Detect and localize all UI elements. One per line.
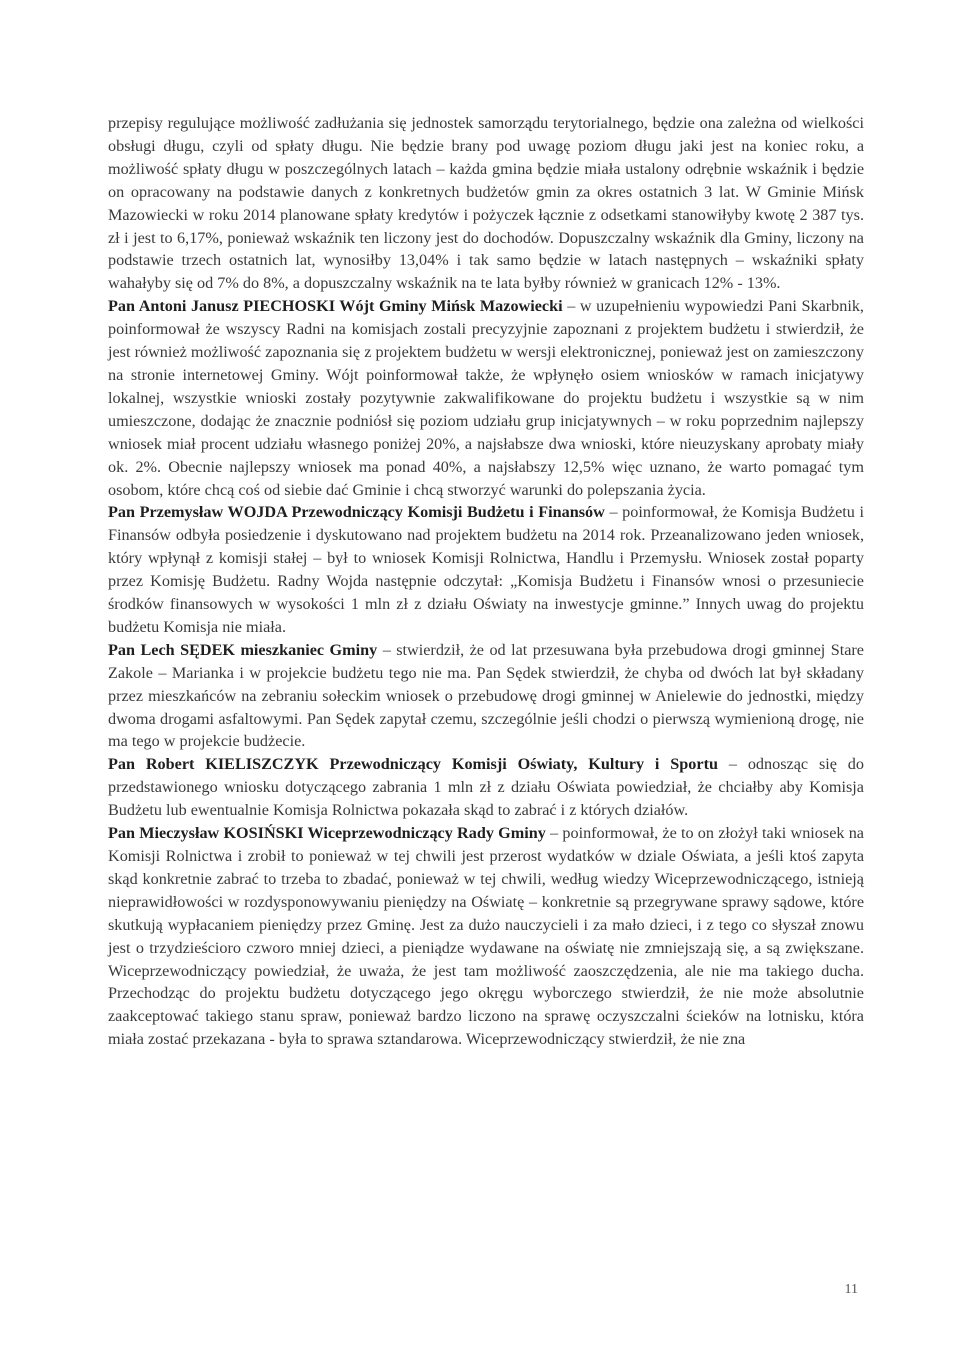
paragraph-text: przepisy regulujące możliwość zadłużania się jednostek samorządu terytorialnego, będzie ona zależna od wielkości obsługi długu, czyli od spłaty długu. Nie będzie brany pod uwagę poziom długu jaki jest na koniec roku, a możliwość spłaty długu w poszczególnych latach – każda gmina będzie miała ustalony odrębnie wskaźnik i będzie on opracowany na podstawie danych z konkretnych budżetów gmin za okres ostatnich 3 lat. W Gminie Mińsk Mazowiecki w roku 2014 planowane spłaty kredytów i pożyczek łącznie z odsetkami stanowiłyby kwotę 2 387 tys. zł i jest to 6,17%, ponieważ wskaźnik ten liczony jest do dochodów. Dopuszczalny wskaźnik dla Gminy, liczony na podstawie trzech ostatnich lat, wynosiłby 13,04% i tak samo będzie w latach następnych – wskaźniki spłaty wahałyby się od 7% do 8%, a dopuszczalny wskaźnik na te lata byłby również w granicach 12% - 13%. [108, 114, 864, 293]
paragraph-text: – stwierdził, że od lat przesuwana była przebudowa drogi gminnej Stare Zakole – Marianka i w projekcie budżetu tego nie ma. Pan Sędek stwierdził, że chyba od dwóch lat był składany przez mieszkańców na zebraniu sołeckim wniosek o przebudowę drogi gminnej w Anielewie do jednostki, między dwoma drogami asfaltowymi. Pan Sędek zapytał czemu, szczególnie jeśli chodzi o pierwszą wymienioną drogę, nie ma tego w projekcie budżecie. [108, 640, 864, 751]
paragraph-text: – odnosząc się do przedstawionego wniosku dotyczącego zabrania 1 mln zł z działu Oświata powiedział, że chciałby aby Komisja Budżetu lub ewentualnie Komisja Rolnictwa pokazała skąd to zabrać i z których działów. [108, 755, 864, 820]
paragraph-text: – poinformował, że Komisja Budżetu i Finansów odbyła posiedzenie i dyskutowano nad projektem budżetu na 2014 rok. Przeanalizowano jeden wniosek, który wpłynął z komisji stałej – był to wniosek Komisji Rolnictwa, Handlu i Przemysłu. Wniosek został poparty przez Komisję Budżetu. Radny Wojda następnie odczytał: „Komisja Budżetu i Finansów wnosi o przesuniecie środków finansowych w wysokości 1 mln zł z działu Oświaty na inwestycje gminne.” Innych uwag do projektu budżetu Komisja nie miała. [108, 503, 864, 636]
paragraph-sedek [108, 639, 864, 754]
paragraph-intro [108, 112, 864, 295]
speaker-name: Pan Przemysław WOJDA Przewodniczący Komisji Budżetu i Finansów [108, 503, 605, 522]
paragraph-wojda [108, 501, 864, 638]
speaker-name: Pan Antoni Janusz PIECHOSKI Wójt Gminy Mińsk Mazowiecki [108, 297, 563, 316]
paragraph-kosinski [108, 822, 864, 1051]
paragraph-kieliszczyk [108, 753, 864, 822]
speaker-name: Pan Robert KIELISZCZYK Przewodniczący Komisji Oświaty, Kultury i Sportu [108, 755, 718, 774]
document-body [108, 112, 864, 1051]
page-number: 11 [844, 1282, 858, 1297]
paragraph-text: – w uzupełnieniu wypowiedzi Pani Skarbnik, poinformował że wszyscy Radni na komisjach zostali precyzyjnie zapoznani z projektem budżetu i stwierdził, że jest również możliwość zapoznania się z projektem budżetu w wersji elektronicznej, ponieważ jest on zamieszczony na stronie internetowej Gminy. Wójt poinformował także, że wpłynęło osiem wniosków w ramach inicjatywy lokalnej, wszystkie wnioski zostały pozytywnie zakwalifikowane do projektu budżetu i wszystkie są w nim umieszczone, dodając że znacznie podniósł się poziom udziału grup inicjatywnych – w roku poprzednim najlepszy wniosek miał procent udziału własnego poniżej 20%, a najsłabsze dwa wnioski, które nieuzyskany aprobaty miały ok. 2%. Obecnie najlepszy wniosek ma ponad 40%, a najsłabszy 12,5% więc uznano, że warto pomagać tym osobom, które chcą coś od siebie dać Gminie i chcą stworzyć warunki do polepszania życia. [108, 297, 864, 499]
paragraph-text: – poinformował, że to on złożył taki wniosek na Komisji Rolnictwa i zrobił to ponieważ w tej chwili jest przerost wydatków w dziale Oświata, a jeśli ktoś zapyta skąd konkretnie zabrać to trzeba to zbadać, ponieważ w tej chwili, według wiedzy Wiceprzewodniczącego, istnieją nieprawidłowości w rozdysponowywaniu pieniędzy na Oświatę – konkretnie są przegrywane sprawy sądowe, które skutkują wypłacaniem pieniędzy przez Gminę. Jest za dużo nauczycieli i za mało dzieci, i z tego co słyszał znowu jest o trzydzieścioro czworo mniej dzieci, a pieniądze wydawane na oświatę nie zmniejszają się, a są zwiększane. Wiceprzewodniczący powiedział, że uważa, że jest tam możliwość zaoszczędzenia, ale nie ma takiego ducha. Przechodząc do projektu budżetu dotyczącego jego okręgu wyborczego stwierdził, że nie może absolutnie zaakceptować takiego stanu spraw, ponieważ bardzo liczono na sprawę oczyszczalni ścieków na lotnisku, która miała zostać przekazana - była to sprawa sztandarowa. Wiceprzewodniczący stwierdził, że nie zna [108, 824, 864, 1049]
speaker-name: Pan Lech SĘDEK mieszkaniec Gminy [108, 640, 378, 659]
paragraph-piechoski [108, 295, 864, 501]
speaker-name: Pan Mieczysław KOSIŃSKI Wiceprzewodniczący Rady Gminy [108, 824, 546, 843]
